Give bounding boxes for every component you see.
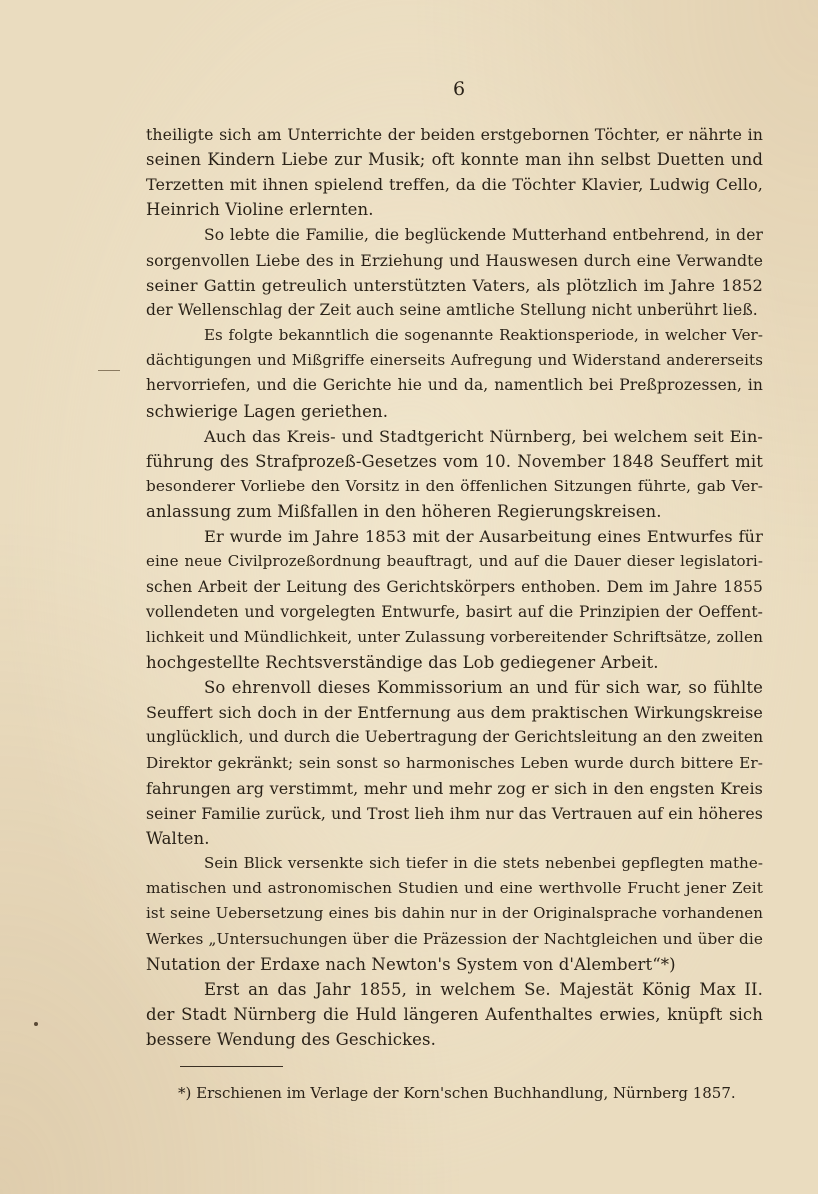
- text-line: Seuffert sich doch in der Entfernung aus dem praktischen Wirkungskreise: [146, 703, 763, 723]
- text-line: Er wurde im Jahre 1853 mit der Ausarbeitung eines Entwurfes für: [204, 527, 763, 547]
- text-line: Auch das Kreis- und Stadtgericht Nürnberg, bei welchem seit Ein-: [204, 426, 763, 446]
- text-line: Walten.: [146, 828, 210, 848]
- text-line: Werkes „Untersuchungen über die Präzession der Nachtgleichen und über die: [146, 929, 763, 948]
- paragraph: [146, 122, 763, 223]
- text-line: führung des Strafprozeß-Gesetzes vom 10. November 1848 Seuffert mit: [146, 451, 763, 471]
- text-line: sorgenvollen Liebe des in Erziehung und Hauswesen durch eine Verwandte: [146, 250, 763, 270]
- text-line: seiner Familie zurück, und Trost lieh ihm nur das Vertrauen auf ein höheres: [146, 803, 763, 823]
- text-line: theiligte sich am Unterrichte der beiden erstgebornen Töchter, er nährte in: [146, 125, 763, 144]
- text-line: bessere Wendung des Geschickes.: [146, 1030, 436, 1050]
- text-line: unglücklich, und durch die Uebertragung der Gerichtsleitung an den zweiten: [146, 728, 764, 747]
- text-line: seinen Kindern Liebe zur Musik; oft konnte man ihn selbst Duetten und: [146, 150, 763, 170]
- text-line: der Wellenschlag der Zeit auch seine amtliche Stellung nicht unberührt ließ.: [146, 300, 758, 319]
- footnote-rule: [180, 1066, 283, 1067]
- text-line: Heinrich Violine erlernten.: [146, 200, 374, 220]
- paragraph: [146, 524, 763, 675]
- paragraph: [146, 223, 763, 324]
- text-line: anlassung zum Mißfallen in den höheren Regierungskreisen.: [146, 502, 662, 522]
- text-line: Erst an das Jahr 1855, in welchem Se. Majestät König Max II.: [204, 979, 763, 999]
- paragraph: [146, 424, 763, 525]
- text-line: hervorriefen, und die Gerichte hie und da, namentlich bei Preßprozessen, in: [146, 376, 763, 395]
- paragraph: [146, 851, 763, 977]
- text-line: Es folgte bekanntlich die sogenannte Reaktionsperiode, in welcher Ver-: [204, 326, 763, 345]
- text-line: lichkeit und Mündlichkeit, unter Zulassung vorbereitender Schriftsätze, zollen: [146, 627, 763, 646]
- text-line: Terzetten mit ihnen spielend treffen, da die Töchter Klavier, Ludwig Cello,: [146, 175, 763, 195]
- page-number: 6: [452, 78, 466, 100]
- text-line: So lebte die Familie, die beglückende Mutterhand entbehrend, in der: [204, 225, 763, 244]
- text-line: seiner Gattin getreulich unterstützten Vaters, als plötzlich im Jahre 1852: [146, 275, 763, 295]
- text-line: So ehrenvoll dieses Kommissorium an und für sich war, so fühlte: [204, 678, 763, 698]
- text-line: vollendeten und vorgelegten Entwurfe, basirt auf die Prinzipien der Oeffent-: [146, 602, 763, 621]
- body-text: [146, 122, 763, 1052]
- text-line: besonderer Vorliebe den Vorsitz in den öffenlichen Sitzungen führte, gab Ver-: [146, 476, 763, 495]
- paragraph: [146, 323, 763, 424]
- paragraph: [146, 977, 763, 1052]
- text-line: dächtigungen und Mißgriffe einerseits Aufregung und Widerstand andererseits: [146, 351, 763, 370]
- text-line: Direktor gekränkt; sein sonst so harmonisches Leben wurde durch bittere Er-: [146, 753, 763, 772]
- text-line: Sein Blick versenkte sich tiefer in die stets nebenbei gepflegten mathe-: [204, 854, 763, 873]
- footnote: *) Erschienen im Verlage der Korn'schen Buchhandlung, Nürnberg 1857.: [178, 1084, 736, 1102]
- text-line: schen Arbeit der Leitung des Gerichtskörpers enthoben. Dem im Jahre 1855: [146, 577, 763, 596]
- margin-mark: [98, 370, 120, 371]
- text-line: der Stadt Nürnberg die Huld längeren Aufenthaltes erwies, knüpft sich: [146, 1004, 763, 1024]
- ink-speck: [34, 1022, 38, 1026]
- text-line: eine neue Civilprozeßordnung beauftragt, und auf die Dauer dieser legislatori-: [146, 552, 763, 571]
- text-line: ist seine Uebersetzung eines bis dahin nur in der Originalsprache vorhandenen: [146, 904, 763, 923]
- text-line: matischen und astronomischen Studien und eine werthvolle Frucht jener Zeit: [146, 879, 763, 898]
- text-line: fahrungen arg verstimmt, mehr und mehr zog er sich in den engsten Kreis: [146, 778, 763, 798]
- text-line: Nutation der Erdaxe nach Newton's System von d'Alembert“*): [146, 954, 676, 974]
- text-line: schwierige Lagen geriethen.: [146, 401, 389, 421]
- paragraph: [146, 675, 763, 851]
- text-line: hochgestellte Rechtsverständige das Lob gediegener Arbeit.: [146, 652, 659, 672]
